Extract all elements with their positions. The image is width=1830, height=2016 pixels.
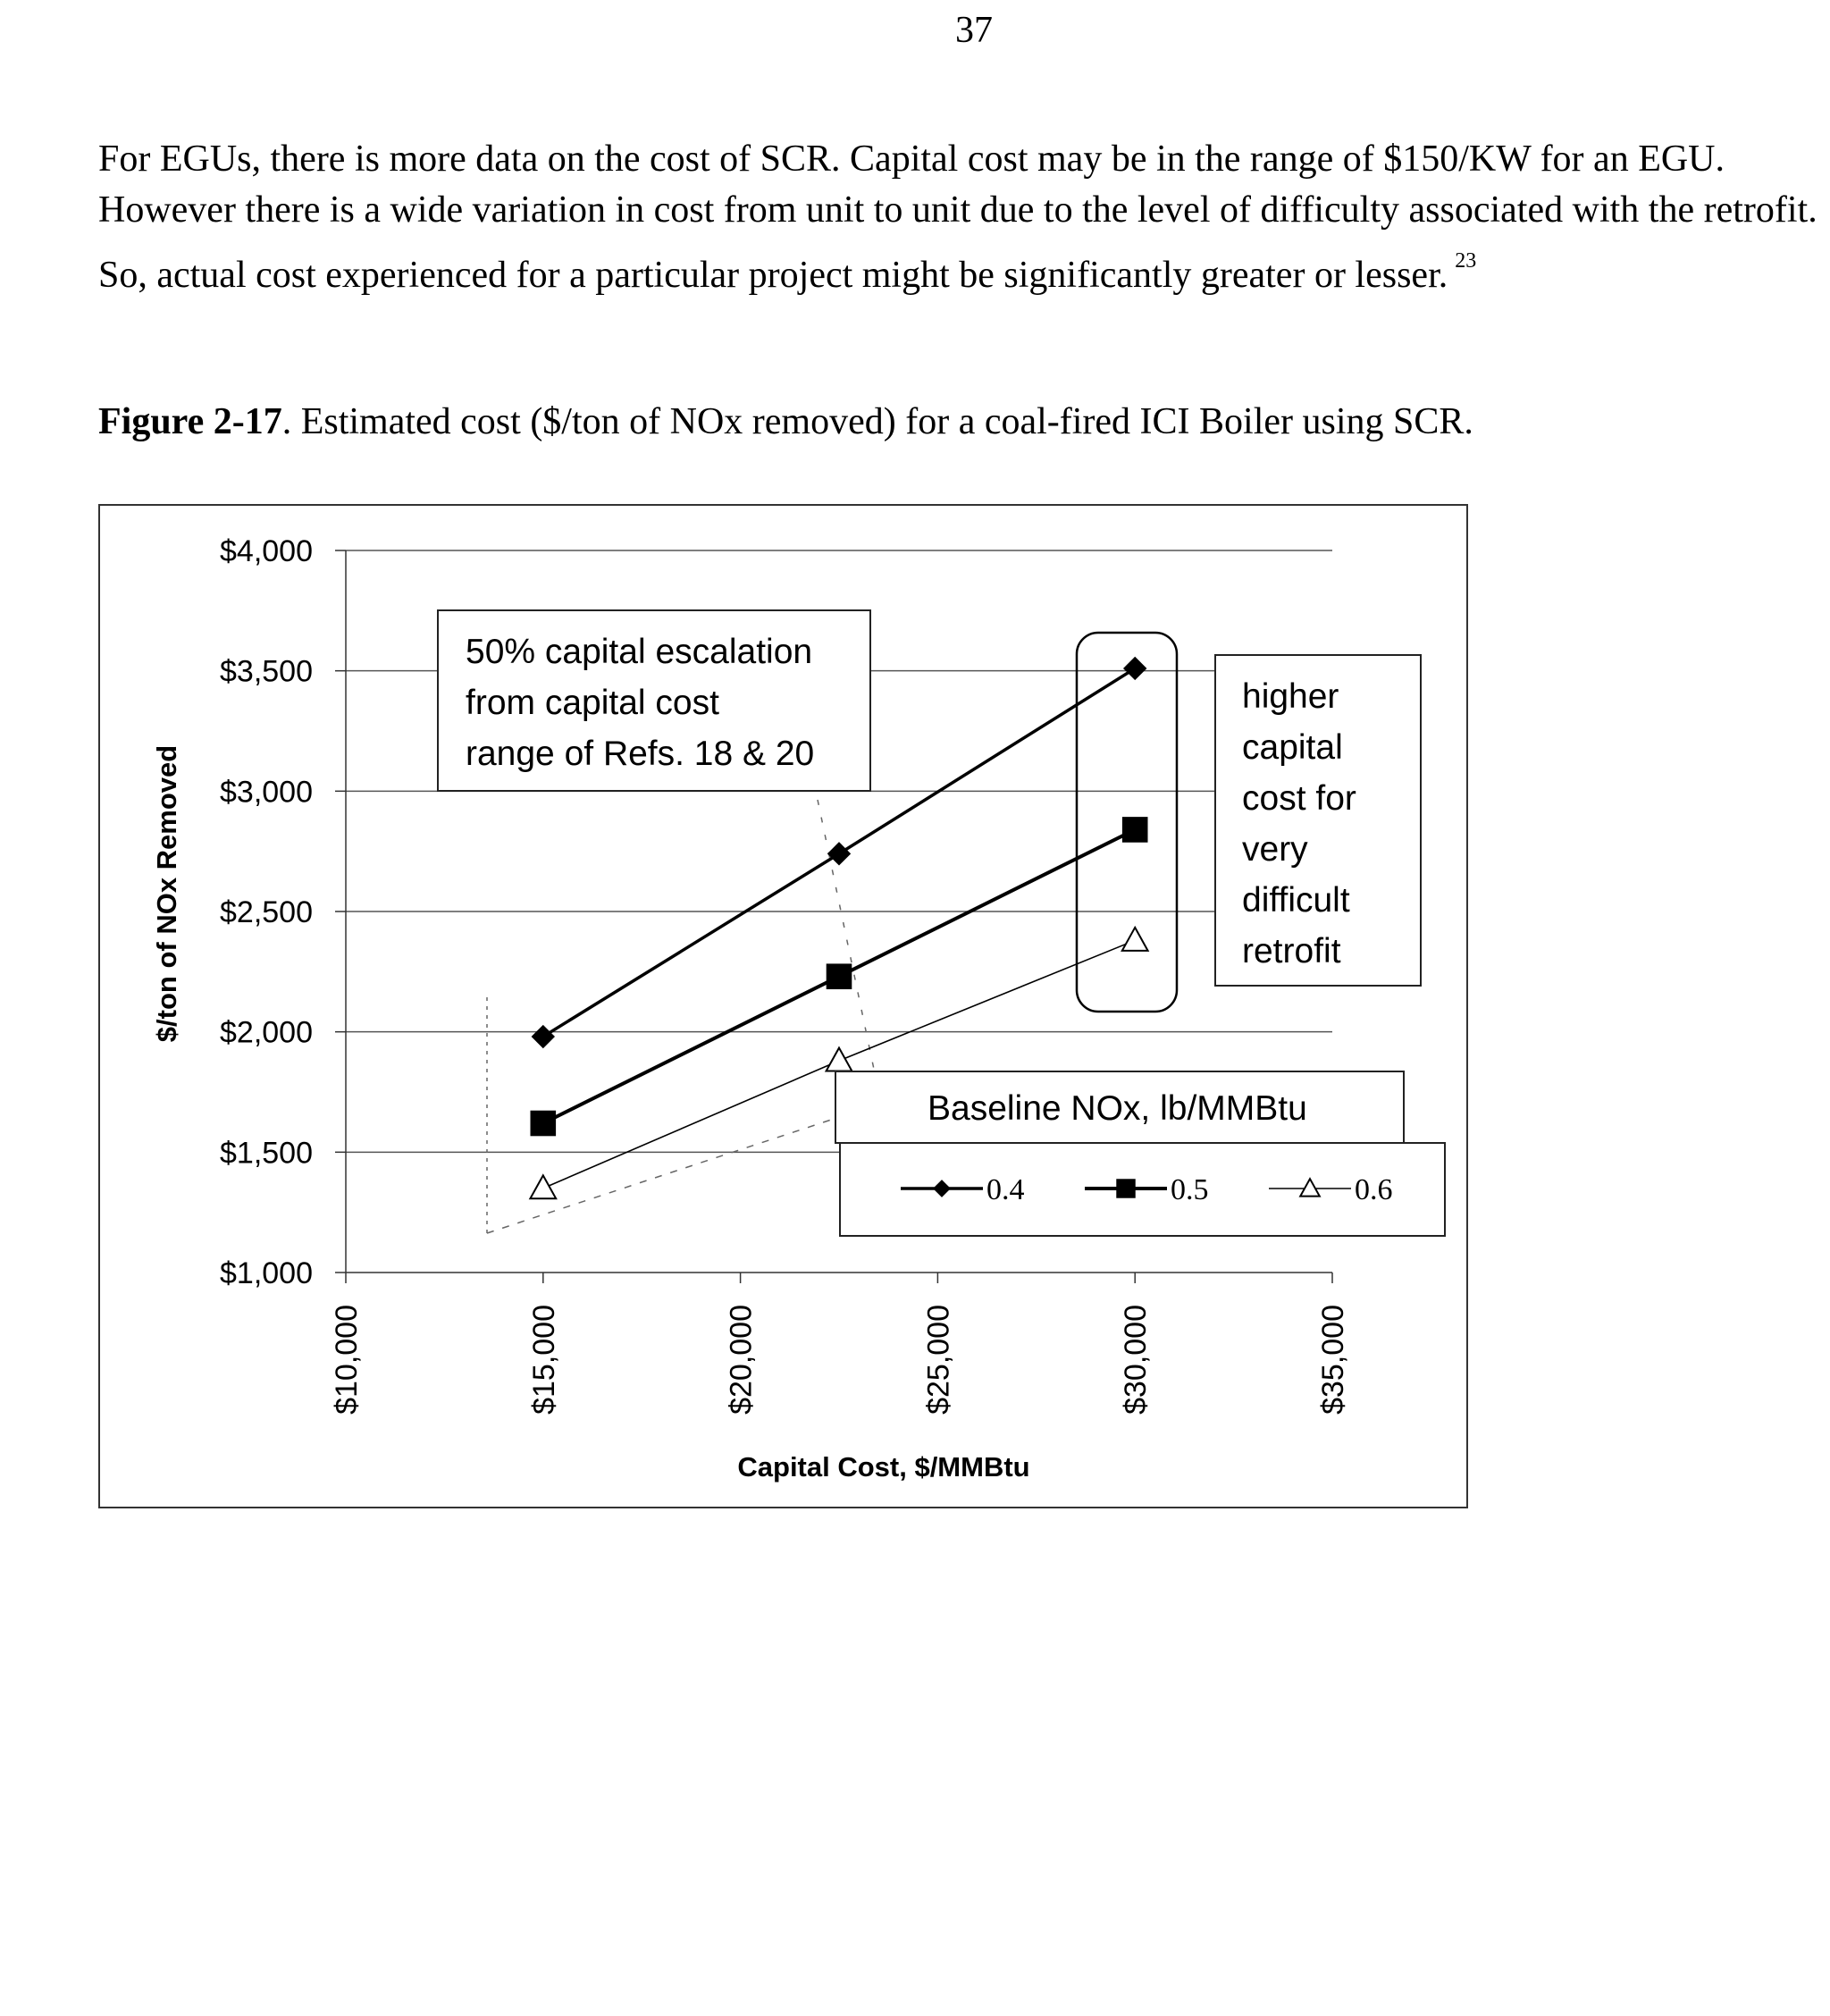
- figure-caption-text: . Estimated cost ($/ton of NOx removed) for a coal-fired ICI Boiler using SCR.: [281, 401, 1473, 442]
- retrofit-annotation-line-2: capital: [1242, 728, 1343, 767]
- x-tick-label-1: $15,000: [526, 1305, 561, 1415]
- retrofit-annotation-line-1: higher: [1242, 677, 1339, 716]
- y-tick-label-5: $3,500: [220, 654, 313, 689]
- escalation-annotation-line-2: from capital cost: [466, 684, 719, 722]
- legend-label-1: 0.5: [1171, 1173, 1209, 1206]
- page-number: 37: [955, 10, 993, 51]
- legend-marker-1: [1116, 1179, 1135, 1197]
- series-0-point-1: [827, 842, 851, 865]
- x-axis-title: Capital Cost, $/MMBtu: [737, 1451, 1030, 1483]
- legend-label-0: 0.4: [986, 1173, 1025, 1206]
- y-tick-label-0: $1,000: [220, 1256, 313, 1290]
- y-axis-title: $/ton of NOx Removed: [151, 744, 182, 1043]
- escalation-annotation-line-3: range of Refs. 18 & 20: [466, 735, 815, 773]
- x-tick-label-3: $25,000: [921, 1305, 956, 1415]
- series-1-point-1: [827, 963, 852, 989]
- x-tick-label-5: $35,000: [1316, 1305, 1350, 1415]
- figure-label: Figure 2-17: [98, 401, 282, 442]
- escalation-region-right: [818, 800, 880, 1099]
- series-0-point-2: [1123, 657, 1146, 680]
- series-1-point-2: [1122, 817, 1148, 843]
- retrofit-annotation-line-5: difficult: [1242, 881, 1350, 920]
- y-tick-label-3: $2,500: [220, 895, 313, 929]
- paragraph-text: For EGUs, there is more data on the cost of SCR. Capital cost may be in the range of $150/KW for an EGU. However there is a wide variation in cost from unit to unit due to the level of difficulty associated with the retrofit. So, actual cost experienced for a particular project might be significantly greater or lesser.: [98, 139, 1817, 296]
- y-tick-label-1: $1,500: [220, 1136, 313, 1171]
- retrofit-annotation-line-6: retrofit: [1242, 932, 1341, 970]
- legend-title: Baseline NOx, lb/MMBtu: [928, 1089, 1307, 1128]
- legend-label-2: 0.6: [1355, 1173, 1393, 1206]
- footnote-reference: 23: [1455, 249, 1477, 273]
- y-tick-label-4: $3,000: [220, 775, 313, 810]
- y-tick-label-2: $2,000: [220, 1015, 313, 1050]
- x-tick-label-4: $30,000: [1119, 1305, 1154, 1415]
- series-0-point-0: [532, 1025, 555, 1048]
- x-axis-ticks: [330, 1273, 1350, 1415]
- retrofit-annotation-line-4: very: [1242, 830, 1308, 869]
- y-tick-label-6: $4,000: [220, 534, 313, 568]
- retrofit-annotation-line-3: cost for: [1242, 779, 1356, 818]
- y-axis-ticks: [220, 534, 346, 1290]
- x-tick-label-2: $20,000: [724, 1305, 759, 1415]
- series-2-point-1: [827, 1048, 852, 1071]
- series-2-point-2: [1122, 928, 1148, 951]
- x-tick-label-0: $10,000: [330, 1305, 364, 1415]
- series-1-point-0: [531, 1111, 557, 1137]
- escalation-annotation-line-1: 50% capital escalation: [466, 633, 813, 671]
- series-2-point-0: [530, 1175, 556, 1198]
